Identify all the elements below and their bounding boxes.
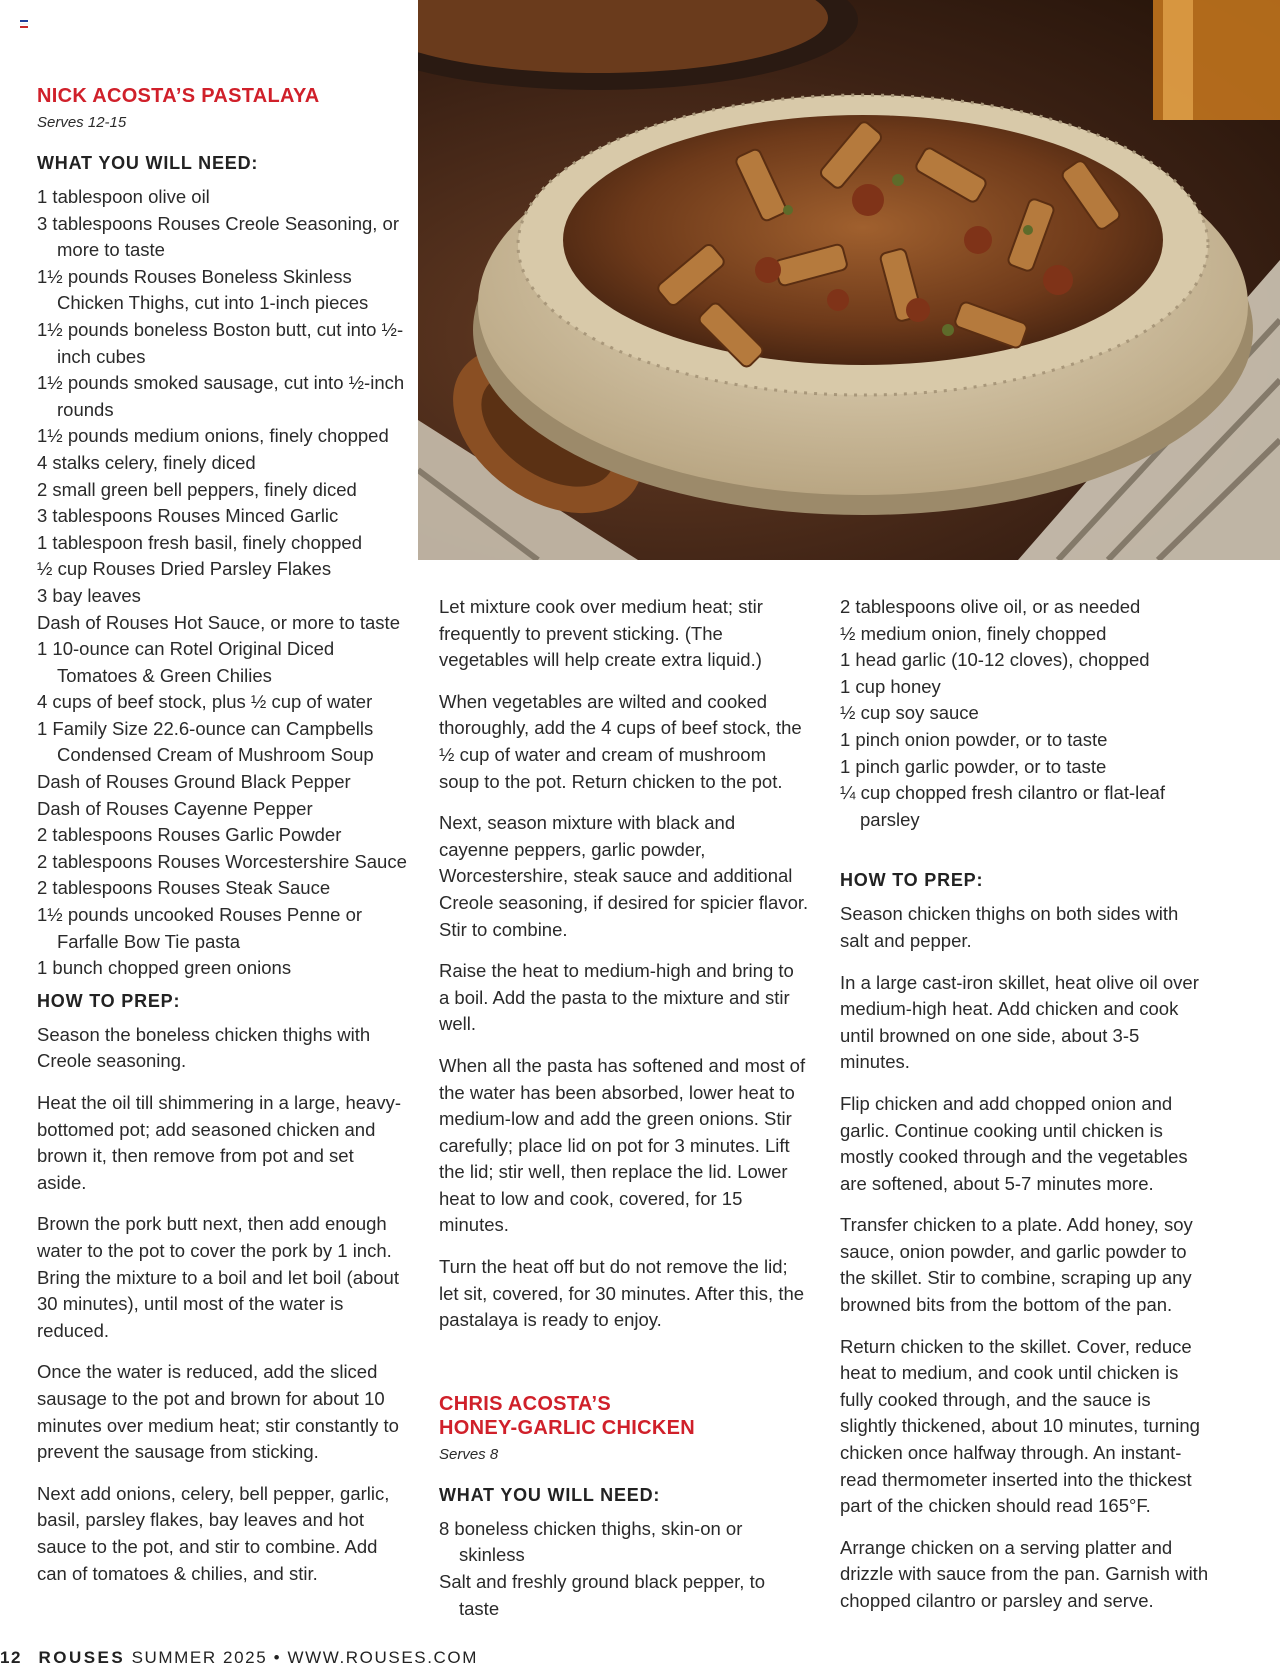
ingredient-item: 1 pinch onion powder, or to taste xyxy=(840,728,1108,750)
ingredient-item: 1 tablespoon olive oil xyxy=(37,186,210,207)
ingredient-item: 3 tablespoons Rouses Minced Garlic xyxy=(37,505,339,527)
ingredient-list xyxy=(840,594,1210,833)
ingredients-heading: WHAT YOU WILL NEED: xyxy=(37,153,259,173)
ingredient-item: 1 bunch chopped green onions xyxy=(37,957,292,979)
ingredients-heading: WHAT YOU WILL NEED: xyxy=(439,1484,661,1505)
ingredient-list xyxy=(439,1516,809,1622)
flag-icon xyxy=(20,20,28,27)
page-number: 12 xyxy=(0,1648,23,1667)
brand-name: ROUSES xyxy=(38,1648,126,1667)
ingredient-item: 1 cup honey xyxy=(840,675,941,697)
prep-step: Arrange chicken on a serving platter and drizzle with sauce from the pan. Garnish with chopped cilantro or parsley and serve. xyxy=(840,1536,1209,1611)
column-1 xyxy=(37,84,407,1602)
servings: Serves 12-15 xyxy=(37,114,127,131)
ingredient-item: 1½ pounds Rouses Boneless Skinless Chicken Thighs, cut into 1-inch pieces xyxy=(37,265,369,314)
prep-step: Return chicken to the skillet. Cover, reduce heat to medium, and cook until chicken is fully cooked through, and the sauce is slightly thickened, about 10 minutes, turning chicken once halfway through. An instant-read thermometer inserted into the thickest part of the chicken should read 165°F. xyxy=(840,1335,1200,1517)
ingredient-item: ½ cup Rouses Dried Parsley Flakes xyxy=(37,558,332,580)
prep-step: Flip chicken and add chopped onion and garlic. Continue cooking until chicken is mostly cooked through and the vegetables are softened, about 5-7 minutes more. xyxy=(840,1092,1188,1194)
prep-step: Next add onions, celery, bell pepper, garlic, basil, parsley flakes, bay leaves and hot sauce to the pot, and stir to combine. Add can of tomatoes & chilies, and stir. xyxy=(37,1482,390,1584)
pastalaya-photo xyxy=(418,0,1280,560)
recipe-title-line-1: CHRIS ACOSTA’S xyxy=(439,1392,611,1415)
ingredient-item: Dash of Rouses Hot Sauce, or more to taste xyxy=(37,611,400,633)
prep-step: When vegetables are wilted and cooked thoroughly, add the 4 cups of beef stock, the ½ cup of water and cream of mushroom soup to the pot. Return chicken to the pot. xyxy=(439,690,802,792)
ingredient-item: 2 tablespoons Rouses Worcestershire Sauce xyxy=(37,850,407,872)
ingredient-list xyxy=(37,184,407,982)
ingredient-item: 1½ pounds medium onions, finely chopped xyxy=(37,425,389,447)
recipe-title: NICK ACOSTA’S PASTALAYA xyxy=(37,85,320,107)
issue-label: SUMMER 2025 xyxy=(131,1648,268,1667)
prep-step: Turn the heat off but do not remove the lid; let sit, covered, for 30 minutes. After this, the pastalaya is ready to enjoy. xyxy=(439,1256,805,1331)
ingredient-item: ½ cup soy sauce xyxy=(840,702,979,724)
website-link[interactable]: WWW.ROUSES.COM xyxy=(287,1648,478,1667)
prep-step: Transfer chicken to a plate. Add honey, soy sauce, onion powder, and garlic powder to the skillet. Stir to combine, scraping up any browned bits from the bottom of the pan. xyxy=(840,1214,1193,1316)
prep-step: Season the boneless chicken thighs with Creole seasoning. xyxy=(37,1023,371,1072)
ingredient-item: 2 tablespoons olive oil, or as needed xyxy=(840,596,1141,617)
column-2 xyxy=(439,594,809,1622)
ingredient-item: 8 boneless chicken thighs, skin-on or skinless xyxy=(439,1517,743,1566)
ingredient-item: 1½ pounds smoked sausage, cut into ½-inch rounds xyxy=(37,372,405,420)
prep-step: Raise the heat to medium-high and bring to a boil. Add the pasta to the mixture and stir well. xyxy=(439,960,794,1035)
ingredient-item: 4 stalks celery, finely diced xyxy=(37,451,256,473)
ingredient-item: ¼ cup chopped fresh cilantro or flat-leaf parsley xyxy=(840,782,1165,830)
footer-separator: • xyxy=(273,1648,282,1667)
ingredient-item: 1 tablespoon fresh basil, finely chopped xyxy=(37,531,362,553)
ingredient-item: 1½ pounds uncooked Rouses Penne or Farfalle Bow Tie pasta xyxy=(37,904,363,952)
ingredient-item: 2 tablespoons Rouses Garlic Powder xyxy=(37,824,342,846)
ingredient-item: 1 head garlic (10-12 cloves), chopped xyxy=(840,649,1150,671)
ingredient-item: 2 tablespoons Rouses Steak Sauce xyxy=(37,877,331,899)
prep-step: In a large cast-iron skillet, heat olive oil over medium-high heat. Add chicken and cook until browned on one side, about 3-5 minutes. xyxy=(840,971,1199,1073)
recipe-title-line-2: HONEY-GARLIC CHICKEN xyxy=(439,1416,696,1439)
ingredient-item: 3 bay leaves xyxy=(37,584,141,606)
column-3 xyxy=(840,594,1210,1630)
ingredient-item: Dash of Rouses Ground Black Pepper xyxy=(37,771,351,793)
prep-step: Heat the oil till shimmering in a large, heavy-bottomed pot; add seasoned chicken and brown it, then remove from pot and set aside. xyxy=(37,1092,401,1193)
prep-step: Season chicken thighs on both sides with salt and pepper. xyxy=(840,903,1179,951)
prep-heading: HOW TO PREP: xyxy=(840,870,984,891)
ingredient-item: 1 pinch garlic powder, or to taste xyxy=(840,755,1107,777)
prep-step: Next, season mixture with black and cayenne peppers, garlic powder, Worcestershire, steak sauce and additional Creole seasoning, if desired for spicier flavor. Stir to combine. xyxy=(439,812,809,940)
ingredient-item: Salt and freshly ground black pepper, to taste xyxy=(439,1571,766,1619)
ingredient-item: 4 cups of beef stock, plus ½ cup of water xyxy=(37,691,373,713)
ingredient-item: 2 small green bell peppers, finely diced xyxy=(37,478,357,500)
ingredient-item: Dash of Rouses Cayenne Pepper xyxy=(37,797,313,819)
prep-step: Let mixture cook over medium heat; stir frequently to prevent sticking. (The vegetables will help create extra liquid.) xyxy=(439,596,763,671)
prep-step: When all the pasta has softened and most of the water has been absorbed, lower heat to medium-low and add the green onions. Stir carefully; place lid on pot for 3 minutes. Lift the lid; stir well, then replace the lid. Lower heat to low and cook, covered, for 15 minutes. xyxy=(439,1054,806,1236)
ingredient-item: 1½ pounds boneless Boston butt, cut into ½-inch cubes xyxy=(37,318,404,367)
prep-step: Once the water is reduced, add the sliced sausage to the pot and brown for about 10 minutes over medium heat; stir constantly to prevent the sausage from sticking. xyxy=(37,1361,399,1463)
servings: Serves 8 xyxy=(439,1445,499,1463)
ingredient-item: 1 10-ounce can Rotel Original Diced Tomatoes & Green Chilies xyxy=(37,638,335,686)
ingredient-item: 1 Family Size 22.6-ounce can Campbells Condensed Cream of Mushroom Soup xyxy=(37,717,374,766)
ingredient-item: ½ medium onion, finely chopped xyxy=(840,622,1107,644)
prep-step: Brown the pork butt next, then add enough water to the pot to cover the pork by 1 inch. Bring the mixture to a boil and let boil (about 30 minutes), until most of the water is reduced. xyxy=(37,1213,399,1341)
prep-heading: HOW TO PREP: xyxy=(37,990,181,1011)
ingredient-item: 3 tablespoons Rouses Creole Seasoning, or more to taste xyxy=(37,212,400,261)
page-footer xyxy=(0,1648,478,1668)
